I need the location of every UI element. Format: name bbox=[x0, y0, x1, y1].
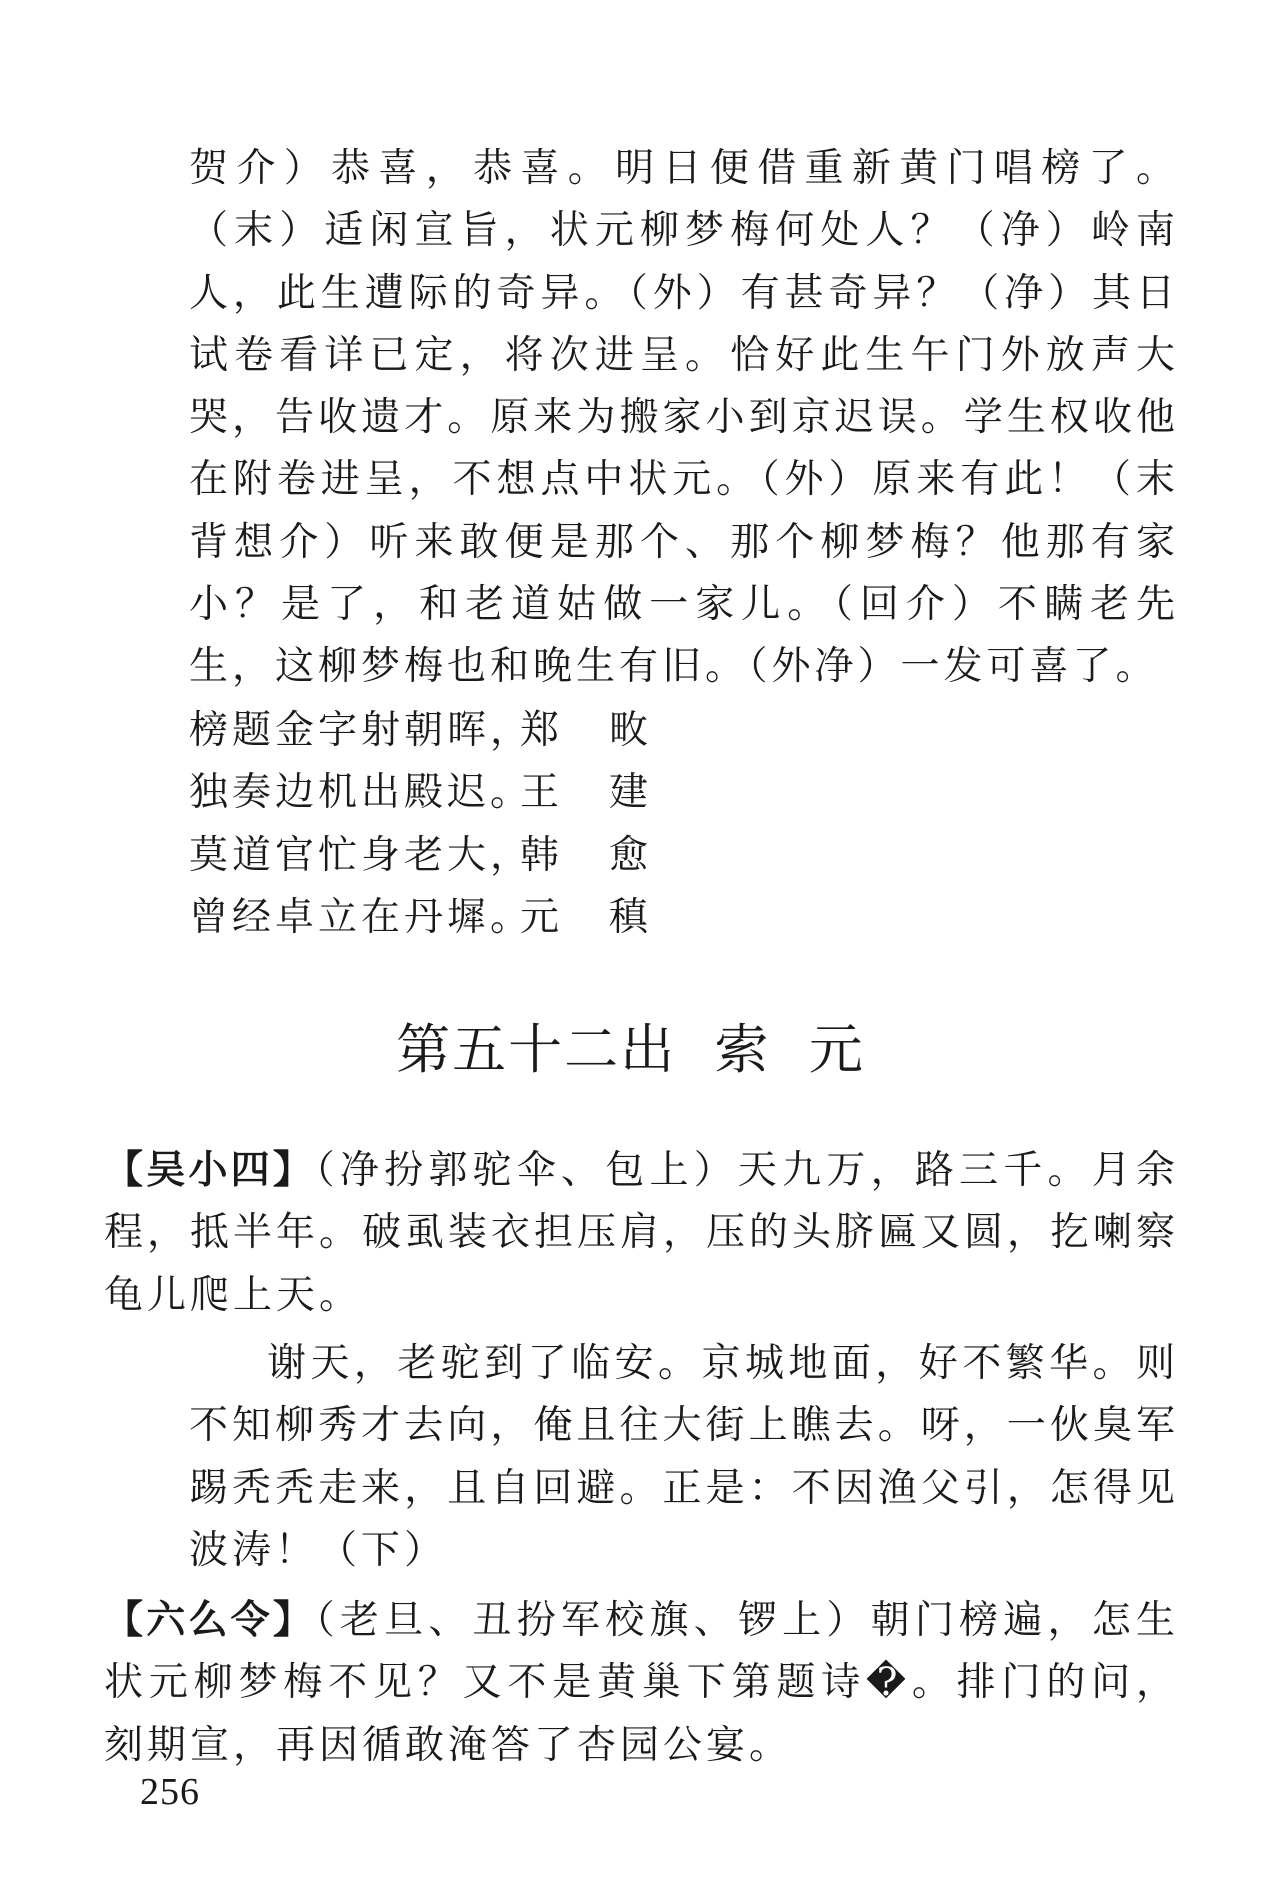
spoken-passage bbox=[189, 1333, 1179, 1582]
poem-verse: 莫道官忙身老大， bbox=[189, 832, 534, 878]
poem-verse: 独奏边机出殿迟。 bbox=[189, 770, 534, 816]
page-number: 256 bbox=[140, 1771, 200, 1813]
poem-author: 郑畋 bbox=[520, 708, 699, 753]
poem-author: 元稹 bbox=[520, 894, 699, 940]
speech-text: 谢天，老驼到了临安。京城地面，好不繁华。则不知柳秀才去向，俺且往大街上瞧去。呀，一伙臭军踢秃秃走来，且自回避。正是：不因渔父引，怎得见波涛！（下） bbox=[189, 1341, 1179, 1573]
tune-name: 【六么令】 bbox=[104, 1598, 316, 1643]
dialogue-text: 贺介）恭喜，恭喜。明日便借重新黄门唱榜了。（末）适闲宣旨，状元柳梦梅何处人？（净）岭南人，此生遭际的奇异。（外）有甚奇异？（净）其日试卷看详已定，将次进呈。恰好此生午门外放声大哭，告收遗才。原来为搬家小到京迟误。学生权收他在附卷进呈，不想点中状元。（外）原来有此！（末背想介）听来敢便是那个、那个柳梦梅？他那有家小？是了，和老道姑做一家儿。（回介）不瞒老先生，这柳梦梅也和晚生有旧。（外净）一发可喜了。 bbox=[189, 146, 1179, 690]
poem-line bbox=[189, 700, 698, 762]
poem-verse: 榜题金字射朝晖， bbox=[189, 708, 534, 753]
tune-name: 【吴小四】 bbox=[104, 1148, 316, 1193]
aria-text: （老旦、丑扮军校旗、锣上）朝门榜遍，怎生状元柳梦梅不见？又不是黄巢下第题诗�。排门的问，刻期宣，再因循敢淹答了杏园公宴。 bbox=[104, 1598, 1179, 1768]
dialogue-paragraph bbox=[189, 138, 1179, 699]
closing-poem bbox=[189, 700, 698, 949]
poem-author: 韩愈 bbox=[520, 832, 699, 878]
aria-text: （净扮郭驼伞、包上）天九万，路三千。月余程，抵半年。破虱装衣担压肩，压的头脐匾又圆，扢喇察龟儿爬上天。 bbox=[104, 1148, 1180, 1318]
aria-block bbox=[104, 1140, 1179, 1327]
poem-verse: 曾经卓立在丹墀。 bbox=[189, 894, 534, 940]
aria-block bbox=[104, 1590, 1179, 1777]
act-heading: 第五十二出 索 元 bbox=[396, 1018, 865, 1081]
poem-line bbox=[189, 762, 698, 824]
poem-author: 王建 bbox=[520, 770, 699, 816]
poem-line bbox=[189, 887, 698, 949]
poem-line bbox=[189, 825, 698, 887]
